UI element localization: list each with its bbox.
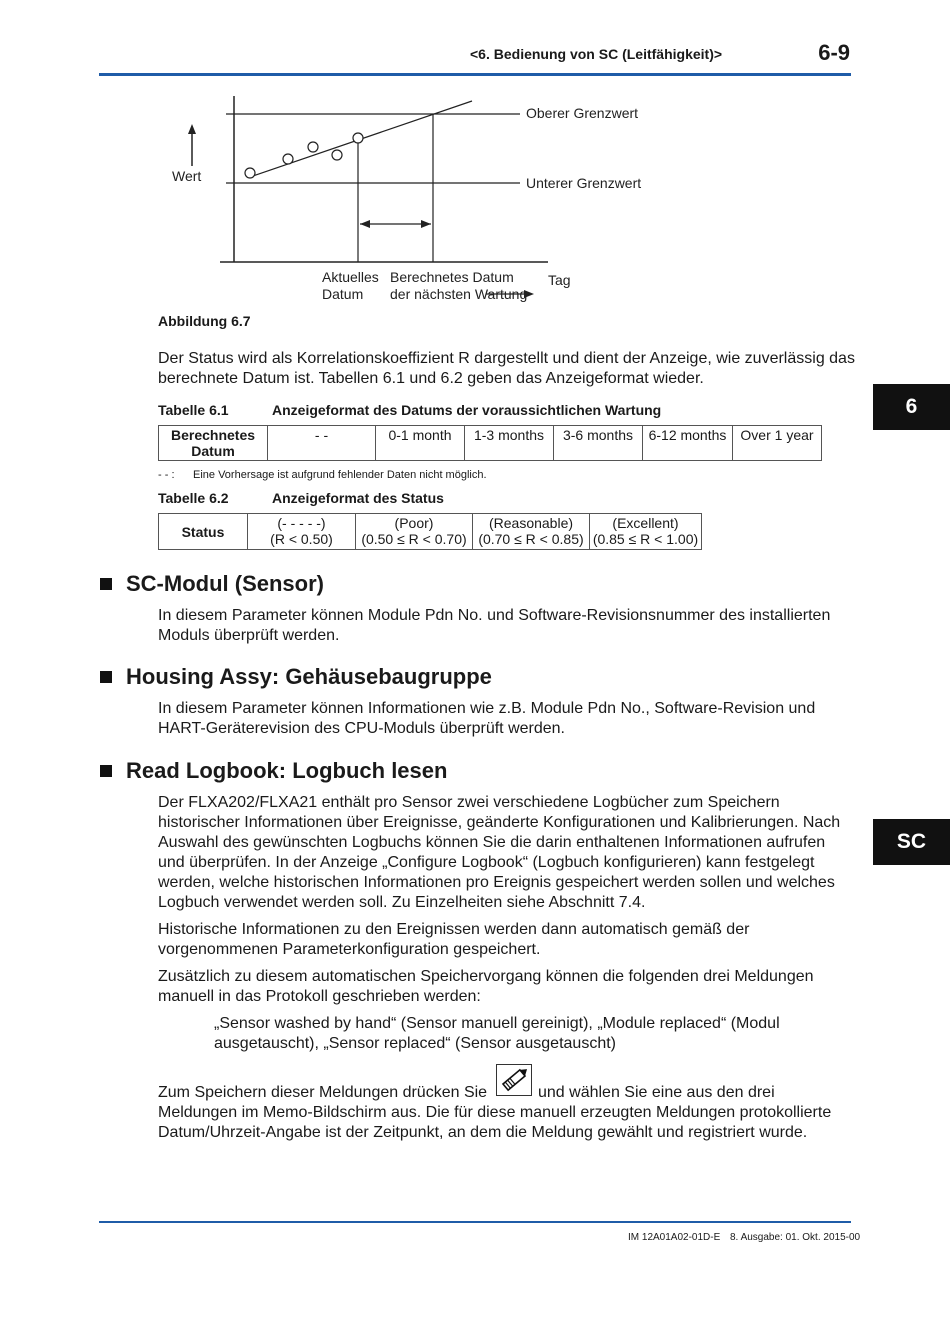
- day-axis-label: Tag: [548, 272, 571, 288]
- chapter-tab: 6: [873, 384, 950, 430]
- section-title: Housing Assy: Gehäusebaugruppe: [126, 664, 492, 689]
- running-header-title: <6. Bedienung von SC (Leitfähigkeit)>: [470, 46, 723, 62]
- status-table: [158, 513, 702, 550]
- table2-cell-line: (0.85 ≤ R < 1.00): [592, 531, 699, 547]
- interval-arrow-right: [421, 220, 431, 228]
- section-heading-logbook: [100, 758, 447, 784]
- current-date-label-2: Datum: [322, 286, 364, 302]
- table1-note-text: Eine Vorhersage ist aufgrund fehlender Daten nicht möglich.: [193, 469, 487, 481]
- table1-header: Berechnetes Datum: [159, 426, 268, 461]
- logbook-messages-quote: „Sensor washed by hand“ (Sensor manuell gereinigt), „Module replaced“ (Modul ausgetauscht), „Sensor replaced“ (Sensor ausgetauscht): [214, 1015, 780, 1052]
- page-number: 6-9: [818, 40, 850, 65]
- data-point: [353, 133, 363, 143]
- data-point: [283, 154, 293, 164]
- table2-cell-line: (Reasonable): [488, 515, 574, 531]
- table2-number: Tabelle 6.2: [158, 490, 229, 506]
- square-bullet-icon: [100, 671, 112, 683]
- section-heading-sc-module: [100, 571, 324, 597]
- status-intro: Der Status wird als Korrelationskoeffizient R dargestellt und dient der Anzeige, wie zuverlässig das berechnete Datum ist. Tabellen 6.1 und 6.2 geben das Anzeigeformat wieder.: [158, 350, 855, 387]
- section-text-housing: In diesem Parameter können Informationen wie z.B. Module Pdn No., Software-Revision und HART-Geräterevision des CPU-Moduls überprüft werden.: [158, 700, 816, 737]
- table2-cell-line: (0.50 ≤ R < 0.70): [361, 531, 467, 547]
- logbook-paragraph-3: Zusätzlich zu diesem automatischen Speichervorgang können die folgenden drei Meldungen manuell in das Protokoll geschrieben werden:: [158, 968, 814, 1005]
- table2-cell-line: (Excellent): [612, 515, 679, 531]
- data-point: [332, 150, 342, 160]
- footer-rule: [99, 1221, 851, 1223]
- data-point: [308, 142, 318, 152]
- table2-cell: [356, 514, 473, 550]
- table2-cell-line: (R < 0.50): [270, 531, 333, 547]
- upper-limit-label: Oberer Grenzwert: [526, 105, 639, 121]
- value-axis-label: Wert: [172, 168, 202, 184]
- table1-cell: 3-6 months: [554, 426, 643, 461]
- pencil-memo-icon: [496, 1064, 532, 1096]
- logbook-paragraph-4-continue: und wählen Sie eine aus den drei: [538, 1084, 775, 1101]
- square-bullet-icon: [100, 765, 112, 777]
- logbook-paragraph-4-rest: Meldungen im Memo-Bildschirm aus. Die für diese manuell erzeugten Meldungen protokollierte Datum/Uhrzeit-Angabe ist der Zeitpunkt, an dem die Meldung gewählt und registriert wurde.: [158, 1104, 832, 1141]
- section-text-sc-module: In diesem Parameter können Module Pdn No. und Software-Revisionsnummer des installierten Moduls überprüft werden.: [158, 607, 831, 644]
- table2-cell: [248, 514, 356, 550]
- logbook-paragraph-1: Der FLXA202/FLXA21 enthält pro Sensor zwei verschiedene Logbücher zum Speichern historischer Informationen über Ereignisse, geänderte Konfigurationen und Kalibrierungen. Nach Auswahl des gewünschten Logbuchs können Sie die darin enthaltenen Informationen aufrufen und überprüfen. In der Anzeige „Configure Logbook“ (Logbuch konfigurieren) kann festgelegt werden, welche historischen Informationen pro Ereignis gespeichert werden sollen und welches Logbuch verwendet werden soll. Zu Einzelheiten siehe Abschnitt 7.4.: [158, 794, 841, 911]
- footer-document-number: IM 12A01A02-01D-E: [628, 1232, 721, 1243]
- table1-note-mark: - - :: [158, 469, 175, 481]
- interval-arrow-left: [360, 220, 370, 228]
- table2-cell-line: (- - - - -): [277, 515, 326, 531]
- table1-cell: 0-1 month: [376, 426, 465, 461]
- logbook-paragraph-4-start: Zum Speichern dieser Meldungen drücken Sie: [158, 1084, 488, 1101]
- logbook-paragraph-2: Historische Informationen zu den Ereignissen werden dann automatisch gemäß der vorgenommenen Parameterkonfiguration gespeichert.: [158, 921, 750, 958]
- current-date-label-1: Aktuelles: [322, 269, 379, 285]
- table1-cell: 6-12 months: [643, 426, 733, 461]
- table2-title: Anzeigeformat des Status: [272, 490, 444, 506]
- table2-cell-line: (0.70 ≤ R < 0.85): [478, 531, 584, 547]
- calculated-date-label-2: der nächsten Wartung: [390, 286, 528, 302]
- maintenance-date-table: [158, 425, 822, 461]
- figure-caption: Abbildung 6.7: [158, 313, 251, 329]
- square-bullet-icon: [100, 578, 112, 590]
- table2-cell: [473, 514, 590, 550]
- table1-cell: Over 1 year: [733, 426, 822, 461]
- footer-edition: 8. Ausgabe: 01. Okt. 2015-00: [730, 1232, 861, 1243]
- section-tab: SC: [873, 819, 950, 865]
- table1-cell: - -: [268, 426, 376, 461]
- table1-number: Tabelle 6.1: [158, 402, 229, 418]
- lower-limit-label: Unterer Grenzwert: [526, 175, 642, 191]
- table1-title: Anzeigeformat des Datums der voraussichtlichen Wartung: [272, 402, 662, 418]
- value-arrow-head: [188, 124, 196, 134]
- section-heading-housing: [100, 664, 492, 690]
- calculated-date-label-1: Berechnetes Datum: [390, 269, 514, 285]
- header-rule: [99, 73, 851, 76]
- table2-cell-line: (Poor): [394, 515, 434, 531]
- table2-cell: [590, 514, 702, 550]
- table1-cell: 1-3 months: [465, 426, 554, 461]
- data-point: [245, 168, 255, 178]
- maintenance-figure: [150, 88, 670, 308]
- table2-header: Status: [159, 514, 248, 550]
- section-title: SC-Modul (Sensor): [126, 571, 324, 596]
- section-title: Read Logbook: Logbuch lesen: [126, 758, 448, 783]
